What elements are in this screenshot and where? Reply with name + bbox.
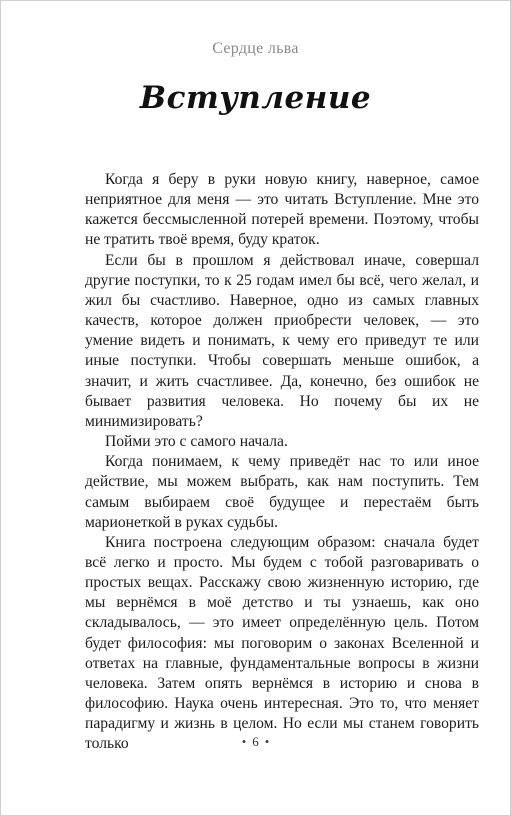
chapter-title: Вступление [139, 80, 372, 116]
paragraph-3: Пойми это с самого начала. [105, 433, 288, 451]
paragraph-5: Книга построена следующим образом: сначала будет всё легко и просто. Мы будем с тобой разговаривать о простых вещах. Расскажу свою жизненную историю, где мы вернёмся в моё детство и ты узнаешь, как оно складывалось, — это имеет определённую цель. Потом будет философия: мы поговорим о законах Вселенной и ответах на главные, фундаментальные вопросы в жизни человека. Затем опять вернёмся в историю и снова в философию. Наука очень интересная. Это то, что меняет парадигму и жизнь в целом. Но если мы станем говорить только [85, 533, 479, 753]
running-head: Сердце льва [212, 40, 299, 57]
body-text [85, 170, 479, 755]
folio [0, 734, 511, 750]
paragraph-4: Когда понимаем, к чему приведёт нас то или иное действие, мы можем выбрать, как нам поступить. Тем самым выбираем своё будущее и перестаём быть марионеткой в руках судьбы. [85, 453, 479, 531]
page-number: 6 [252, 734, 259, 749]
folio-left-ornament: • [241, 734, 247, 749]
paragraph-2: Если бы в прошлом я действовал иначе, совершал другие поступки, то к 25 годам имел бы всё, чего желал, и жил бы счастливо. Наверное, одно из самых главных качеств, которое должен приобрести человек, — это умение видеть и понимать, к чему его приведут те или иные поступки. Чтобы совершать меньше ошибок, а значит, и жить счастливее. Да, конечно, без ошибок не бывает развития человека. Но почему бы их не минимизировать? [85, 251, 479, 430]
folio-right-ornament: • [264, 734, 270, 749]
paragraph-1: Когда я беру в руки новую книгу, наверное, самое неприятное для меня — это читать Вступление. Мне это кажется бессмысленной потерей времени. Поэтому, чтобы не тратить твоё время, буду краток. [85, 171, 479, 249]
